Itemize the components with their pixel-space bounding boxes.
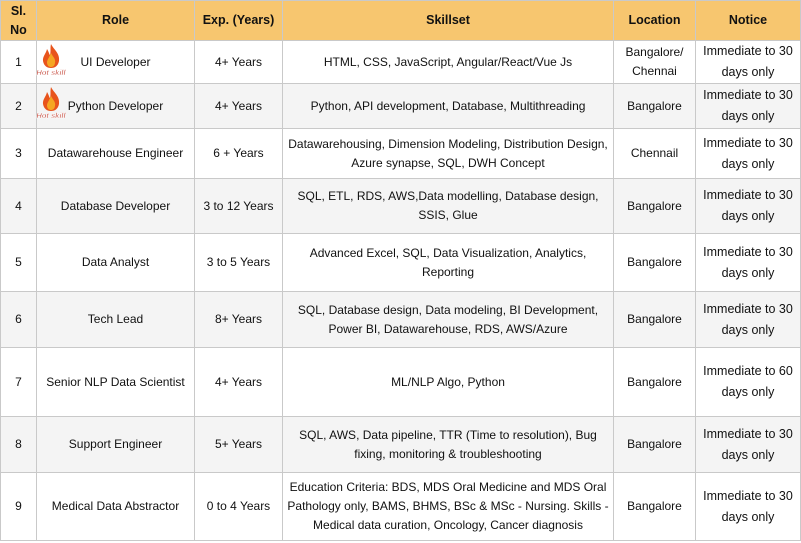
cell-notice-text: Immediate to 30 days only <box>703 244 793 280</box>
cell-skillset <box>283 292 614 348</box>
header-sl-no: Sl. No <box>1 1 37 41</box>
table-row <box>1 179 801 234</box>
cell-notice <box>696 348 801 417</box>
cell-notice <box>696 473 801 541</box>
cell-location-text: Bangalore <box>627 312 682 326</box>
cell-skillset <box>283 129 614 179</box>
cell-skillset-text: Python, API development, Database, Multithreading <box>310 98 586 113</box>
cell-location <box>614 234 696 292</box>
cell-role <box>37 41 195 84</box>
cell-notice-text: Immediate to 30 days only <box>703 135 793 171</box>
cell-location <box>614 292 696 348</box>
cell-sl-no <box>1 84 37 129</box>
cell-role <box>37 234 195 292</box>
cell-experience <box>195 292 283 348</box>
cell-experience <box>195 234 283 292</box>
cell-sl-no-text: 3 <box>15 146 22 160</box>
cell-experience-text: 4+ Years <box>214 98 263 113</box>
cell-notice-text: Immediate to 30 days only <box>703 88 793 123</box>
cell-role-text: Python Developer <box>67 98 164 113</box>
cell-sl-no <box>1 129 37 179</box>
cell-sl-no-text: 8 <box>15 437 22 451</box>
cell-notice-text: Immediate to 30 days only <box>703 188 793 223</box>
header-location: Location <box>614 1 696 41</box>
cell-sl-no-text: 2 <box>15 98 22 113</box>
cell-notice-text: Immediate to 30 days only <box>703 488 793 524</box>
table-row <box>1 292 801 348</box>
hot-skill-badge-text: Hot skill <box>36 111 66 120</box>
cell-role-text: Medical Data Abstractor <box>51 499 180 513</box>
cell-role-text: Datawarehouse Engineer <box>47 146 184 160</box>
cell-skillset <box>283 84 614 129</box>
cell-location-text: Bangalore <box>627 198 682 213</box>
cell-skillset <box>283 348 614 417</box>
cell-notice <box>696 417 801 473</box>
cell-sl-no <box>1 417 37 473</box>
cell-experience <box>195 417 283 473</box>
cell-location <box>614 41 696 84</box>
cell-notice-text: Immediate to 30 days only <box>703 44 793 79</box>
cell-role <box>37 417 195 473</box>
cell-location-text: Bangalore <box>627 437 682 451</box>
cell-role-text: Data Analyst <box>81 255 150 269</box>
cell-notice <box>696 234 801 292</box>
cell-notice <box>696 292 801 348</box>
cell-experience-text: 8+ Years <box>214 312 263 326</box>
cell-experience <box>195 179 283 234</box>
cell-sl-no <box>1 179 37 234</box>
cell-skillset <box>283 417 614 473</box>
cell-sl-no-text: 9 <box>15 499 22 513</box>
cell-experience <box>195 41 283 84</box>
cell-notice-text: Immediate to 60 days only <box>703 364 793 399</box>
hot-skill-flame-icon <box>36 86 66 122</box>
cell-experience-text: 3 to 5 Years <box>206 255 271 269</box>
cell-notice-text: Immediate to 30 days only <box>703 301 793 337</box>
cell-location-text: Bangalore <box>627 374 682 389</box>
cell-sl-no <box>1 292 37 348</box>
cell-skillset-text: Advanced Excel, SQL, Data Visualization, Analytics, Reporting <box>309 245 587 279</box>
cell-skillset <box>283 41 614 84</box>
cell-sl-no-text: 7 <box>15 374 22 389</box>
cell-location-text: Bangalore <box>627 255 682 269</box>
cell-role-text: UI Developer <box>80 54 151 69</box>
cell-role-text: Senior NLP Data Scientist <box>46 374 185 389</box>
cell-location-text: Bangalore <box>627 98 682 113</box>
cell-sl-no-text: 1 <box>15 54 22 69</box>
table-row <box>1 473 801 541</box>
cell-notice <box>696 84 801 129</box>
cell-skillset-text: ML/NLP Algo, Python <box>391 374 505 389</box>
header-skillset: Skillset <box>283 1 614 41</box>
cell-experience-text: 3 to 12 Years <box>203 198 274 213</box>
cell-experience-text: 6 + Years <box>213 146 264 160</box>
cell-location <box>614 84 696 129</box>
cell-role-text: Database Developer <box>60 198 171 213</box>
cell-experience-text: 4+ Years <box>214 54 263 69</box>
header-role: Role <box>37 1 195 41</box>
cell-skillset <box>283 234 614 292</box>
cell-location-text: Bangalore/ Chennai <box>625 45 684 78</box>
cell-skillset-text: Education Criteria: BDS, MDS Oral Medicine and MDS Oral Pathology only, BAMS, BHMS, BSc & MSc - Nursing. Skills - Medical data curation, Oncology, Cancer diagnosis <box>287 480 609 532</box>
table-row <box>1 41 801 84</box>
cell-experience <box>195 84 283 129</box>
cell-location <box>614 179 696 234</box>
table-row <box>1 417 801 473</box>
header-notice: Notice <box>696 1 801 41</box>
cell-role <box>37 84 195 129</box>
cell-skillset-text: Datawarehousing, Dimension Modeling, Distribution Design, Azure synapse, SQL, DWH Concept <box>288 136 608 170</box>
cell-experience <box>195 348 283 417</box>
cell-experience-text: 5+ Years <box>214 437 263 451</box>
cell-location-text: Bangalore <box>627 499 682 513</box>
cell-skillset-text: SQL, AWS, Data pipeline, TTR (Time to resolution), Bug fixing, monitoring & troubleshooting <box>299 427 597 461</box>
cell-notice <box>696 129 801 179</box>
cell-skillset-text: SQL, ETL, RDS, AWS,Data modelling, Database design, SSIS, Glue <box>297 189 599 222</box>
cell-sl-no <box>1 348 37 417</box>
cell-location <box>614 129 696 179</box>
table-row <box>1 234 801 292</box>
cell-role-text: Tech Lead <box>87 312 144 326</box>
cell-sl-no-text: 6 <box>15 312 22 326</box>
cell-role-text: Support Engineer <box>68 437 163 451</box>
cell-location <box>614 348 696 417</box>
cell-sl-no-text: 5 <box>15 255 22 269</box>
cell-skillset-text: HTML, CSS, JavaScript, Angular/React/Vue Js <box>323 54 573 69</box>
hot-skill-flame-icon <box>36 43 66 79</box>
cell-sl-no <box>1 41 37 84</box>
cell-role <box>37 348 195 417</box>
table-row <box>1 129 801 179</box>
cell-skillset <box>283 473 614 541</box>
cell-skillset <box>283 179 614 234</box>
cell-notice-text: Immediate to 30 days only <box>703 426 793 462</box>
header-row <box>1 1 801 41</box>
table-row <box>1 348 801 417</box>
cell-skillset-text: SQL, Database design, Data modeling, BI Development, Power BI, Datawarehouse, RDS, AWS/Azure <box>297 302 599 336</box>
cell-location-text: Chennail <box>630 146 679 160</box>
cell-sl-no-text: 4 <box>15 198 22 213</box>
cell-experience <box>195 129 283 179</box>
cell-notice <box>696 41 801 84</box>
cell-sl-no <box>1 234 37 292</box>
cell-sl-no <box>1 473 37 541</box>
hot-skill-badge-text: Hot skill <box>36 68 66 77</box>
cell-location <box>614 417 696 473</box>
cell-notice <box>696 179 801 234</box>
cell-role <box>37 473 195 541</box>
header-experience: Exp. (Years) <box>195 1 283 41</box>
cell-role <box>37 292 195 348</box>
cell-role <box>37 129 195 179</box>
cell-experience-text: 4+ Years <box>214 374 263 389</box>
cell-role <box>37 179 195 234</box>
cell-location <box>614 473 696 541</box>
table-row <box>1 84 801 129</box>
cell-experience-text: 0 to 4 Years <box>206 499 271 513</box>
cell-experience <box>195 473 283 541</box>
